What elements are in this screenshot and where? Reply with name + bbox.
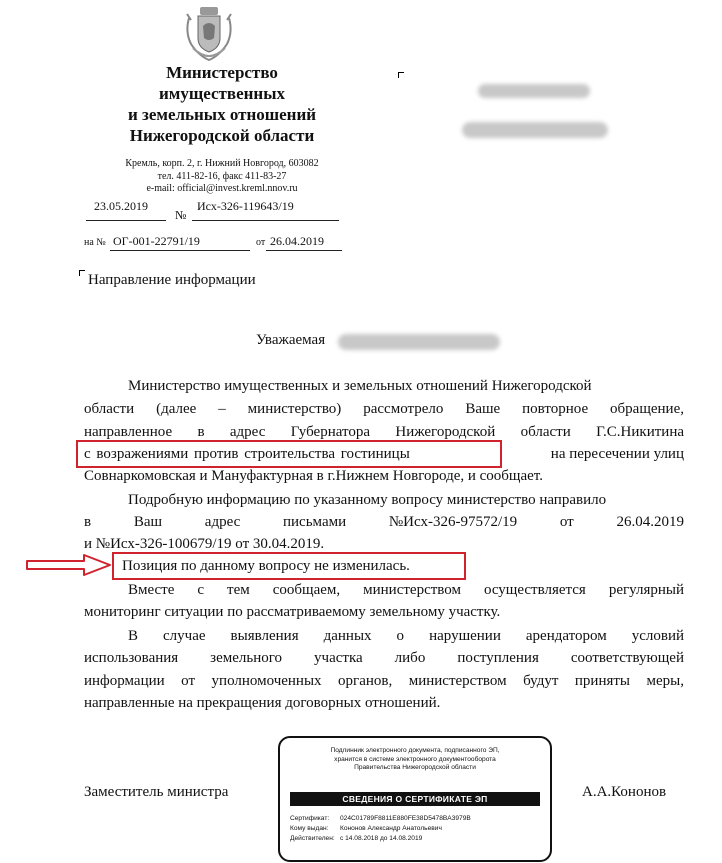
address-line: e-mail: official@invest.kreml.nnov.ru bbox=[146, 183, 298, 194]
ministry-name-line: и земельных отношений bbox=[127, 105, 317, 124]
highlight-box bbox=[76, 440, 502, 468]
subject-corner-mark bbox=[79, 270, 85, 276]
reference-number: ОГ-001-22791/19 bbox=[113, 234, 200, 248]
signatory-name: А.А.Кононов bbox=[582, 784, 667, 800]
date-underline bbox=[86, 220, 166, 221]
body-line: Подробную информацию по указанному вопросу министерство направило bbox=[128, 492, 607, 508]
redacted-addressee-name bbox=[338, 334, 500, 350]
body-word: 26.04.2019 bbox=[616, 514, 684, 530]
body-line: использования земельного участка либо поступления соответствующей bbox=[84, 650, 684, 666]
body-line: направленное в адрес Губернатора Нижегородской области Г.С.Никитина bbox=[84, 424, 684, 440]
reference-underline bbox=[110, 250, 250, 251]
number-underline bbox=[192, 220, 339, 221]
position-highlight-box bbox=[112, 552, 466, 580]
outgoing-date: 23.05.2019 bbox=[94, 199, 148, 213]
body-line: Совнаркомовская и Мануфактурная в г.Нижнем Новгороде, и сообщает. bbox=[84, 468, 543, 484]
body-word: Ваш bbox=[133, 514, 163, 530]
ministry-name bbox=[92, 62, 352, 146]
body-line: Вместе с тем сообщаем, министерством осуществляется регулярный bbox=[128, 582, 684, 598]
body-line-text: области (далее – министерство) рассмотрело Ваше повторное обращение, bbox=[84, 401, 684, 417]
subject-line: Направление информации bbox=[88, 272, 256, 288]
address-line: тел. 411-82-16, факс 411-83-27 bbox=[157, 170, 287, 182]
address-line: Кремль, корп. 2, г. Нижний Новгород, 603082 bbox=[125, 158, 319, 169]
reference-date: 26.04.2019 bbox=[270, 234, 324, 248]
position-statement: Позиция по данному вопросу не изменилась. bbox=[122, 558, 410, 574]
body-line: В случае выявления данных о нарушении арендатором условий bbox=[128, 628, 684, 644]
body-word: от bbox=[559, 514, 574, 530]
reference-date-prefix: от bbox=[256, 237, 266, 248]
body-word: в bbox=[84, 514, 92, 530]
stamp-header-line: Подлинник электронного документа, подписанного ЭП, bbox=[330, 747, 500, 754]
ministry-name-line: Министерство bbox=[166, 63, 278, 82]
body-line: и №Исх-326-100679/19 от 30.04.2019. bbox=[84, 536, 325, 552]
body-line: Министерство имущественных и земельных отношений Нижегородской bbox=[128, 378, 592, 394]
stamp-row-value: с 14.08.2018 до 14.08.2019 bbox=[340, 835, 423, 842]
stamp-row bbox=[290, 824, 442, 833]
ministry-address bbox=[92, 158, 352, 196]
recipient-corner-mark bbox=[398, 72, 404, 78]
redacted-recipient-name bbox=[478, 84, 590, 98]
number-sign: № bbox=[175, 208, 187, 222]
stamp-row bbox=[290, 834, 422, 843]
body-word: №Исх-326-97572/19 bbox=[388, 514, 518, 530]
outgoing-number: Исх-326-119643/19 bbox=[197, 199, 294, 213]
body-line bbox=[84, 514, 684, 531]
reference-date-underline bbox=[266, 250, 342, 251]
stamp-header-line: Правительства Нижегородской области bbox=[354, 764, 476, 771]
redacted-recipient-address bbox=[462, 122, 608, 138]
coat-of-arms-emblem bbox=[181, 4, 237, 62]
signatory-title: Заместитель министра bbox=[84, 784, 229, 800]
salutation: Уважаемая bbox=[256, 332, 326, 348]
body-line: направленные на прекращения договорных отношений. bbox=[84, 695, 441, 711]
body-word: письмами bbox=[283, 514, 347, 530]
ministry-name-line: имущественных bbox=[159, 84, 285, 103]
red-arrow-icon bbox=[26, 553, 112, 582]
stamp-header-line: хранится в системе электронного документооборота bbox=[334, 755, 496, 763]
stamp-row-value: Кононов Александр Анатольевич bbox=[340, 825, 442, 832]
stamp-row-label: Кому выдан: bbox=[290, 825, 329, 832]
body-line bbox=[84, 401, 684, 418]
reference-prefix: на № bbox=[84, 237, 106, 248]
stamp-header bbox=[288, 747, 542, 773]
stamp-row-label: Действителен: bbox=[290, 835, 335, 842]
ministry-name-line: Нижегородской области bbox=[129, 126, 315, 145]
e-signature-stamp bbox=[278, 736, 552, 862]
body-line: мониторинг ситуации по рассматриваемому земельному участку. bbox=[84, 604, 501, 620]
stamp-row-value: 024C01789F8811E880FE38D5478BA3979B bbox=[340, 815, 471, 822]
stamp-row bbox=[290, 814, 471, 823]
body-word: адрес bbox=[204, 514, 241, 530]
stamp-certificate-bar: СВЕДЕНИЯ О СЕРТИФИКАТЕ ЭП bbox=[290, 792, 540, 806]
body-line: информации от уполномоченных органов, министерством будут приняты меры, bbox=[84, 673, 684, 689]
body-line-text: на пересечении улиц bbox=[550, 446, 684, 462]
highlighted-phrase: с возражениями против строительства гостиницы bbox=[84, 446, 410, 462]
stamp-row-label: Сертификат: bbox=[290, 815, 330, 822]
